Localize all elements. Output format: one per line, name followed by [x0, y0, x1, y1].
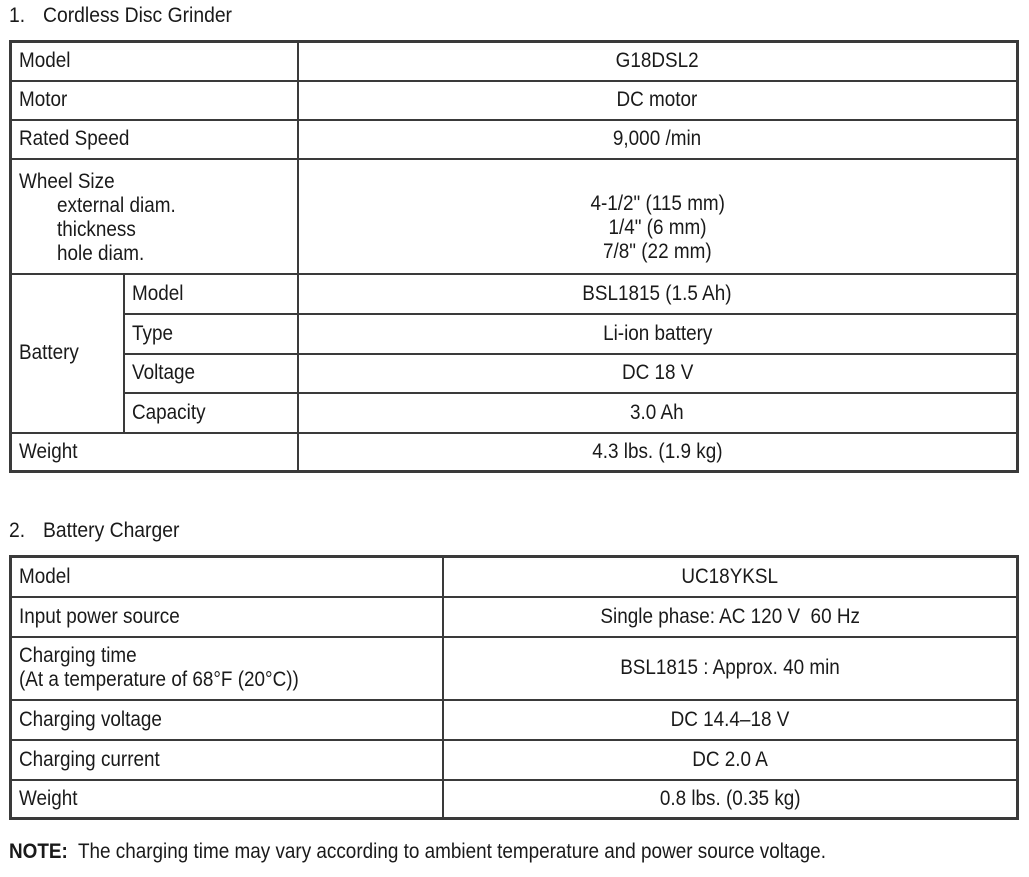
- table-row: [11, 433, 1018, 472]
- table-row: [11, 780, 1018, 819]
- charger-spec-table: [9, 555, 1019, 820]
- spec-value: DC 2.0 A: [443, 740, 1018, 780]
- table-row: [11, 740, 1018, 780]
- table-row: [11, 120, 1018, 159]
- spec-label: Charging current: [11, 740, 443, 780]
- table-row: [11, 637, 1018, 700]
- note: [9, 840, 826, 864]
- table-row: [11, 700, 1018, 740]
- spec-value: DC 14.4–18 V: [443, 700, 1018, 740]
- wheel-hole-value: 7/8" (22 mm): [602, 240, 712, 263]
- spec-value: [298, 159, 1018, 274]
- spec-label: Input power source: [11, 597, 443, 637]
- spec-value: BSL1815 (1.5 Ah): [298, 274, 1018, 314]
- table-row: [11, 557, 1018, 597]
- table-row: [11, 393, 1018, 433]
- spec-value: 9,000 /min: [298, 120, 1018, 159]
- section-number: 2.: [9, 519, 26, 542]
- battery-group-label: Battery: [11, 274, 124, 433]
- wheel-ext-label: external diam.: [57, 194, 176, 217]
- table-row: [11, 597, 1018, 637]
- spec-label: Model: [11, 42, 298, 81]
- spec-value: 3.0 Ah: [298, 393, 1018, 433]
- table-row: [11, 274, 1018, 314]
- wheel-hole-label: hole diam.: [57, 242, 145, 265]
- spec-value: Single phase: AC 120 V 60 Hz: [443, 597, 1018, 637]
- spec-value: Li-ion battery: [298, 314, 1018, 354]
- table-row: [11, 354, 1018, 393]
- spec-value: BSL1815 : Approx. 40 min: [443, 637, 1018, 700]
- spec-value: G18DSL2: [298, 42, 1018, 81]
- table-row: [11, 159, 1018, 274]
- spec-label: Type: [124, 314, 298, 354]
- section-title: Battery Charger: [43, 519, 180, 542]
- spec-value: DC motor: [298, 81, 1018, 120]
- note-label: NOTE:: [9, 840, 68, 863]
- table-row: [11, 314, 1018, 354]
- spec-value: 0.8 lbs. (0.35 kg): [443, 780, 1018, 819]
- section-title: Cordless Disc Grinder: [43, 4, 232, 27]
- spec-label: Voltage: [124, 354, 298, 393]
- spec-value: DC 18 V: [298, 354, 1018, 393]
- note-text: The charging time may vary according to ambient temperature and power source voltage.: [77, 840, 826, 863]
- spec-label: Model: [11, 557, 443, 597]
- wheel-size-label: Wheel Size: [19, 170, 115, 193]
- section-1-heading: [9, 4, 232, 28]
- spec-value: UC18YKSL: [443, 557, 1018, 597]
- spec-label: Rated Speed: [11, 120, 298, 159]
- spec-label: Model: [124, 274, 298, 314]
- table-row: [11, 42, 1018, 81]
- wheel-thick-label: thickness: [57, 218, 136, 241]
- spec-label: Weight: [11, 780, 443, 819]
- spec-value: 4.3 lbs. (1.9 kg): [298, 433, 1018, 472]
- spec-label: Charging voltage: [11, 700, 443, 740]
- section-number: 1.: [9, 4, 26, 27]
- wheel-thick-value: 1/4" (6 mm): [608, 216, 707, 239]
- spec-label: Capacity: [124, 393, 298, 433]
- spec-label: Weight: [11, 433, 298, 472]
- section-2-heading: [9, 519, 179, 543]
- spec-label: Motor: [11, 81, 298, 120]
- grinder-spec-table: [9, 40, 1019, 473]
- spec-label: Charging time (At a temperature of 68°F (20°C)): [11, 637, 443, 700]
- spec-label: [11, 159, 298, 274]
- wheel-ext-value: 4-1/2" (115 mm): [590, 192, 725, 215]
- table-row: [11, 81, 1018, 120]
